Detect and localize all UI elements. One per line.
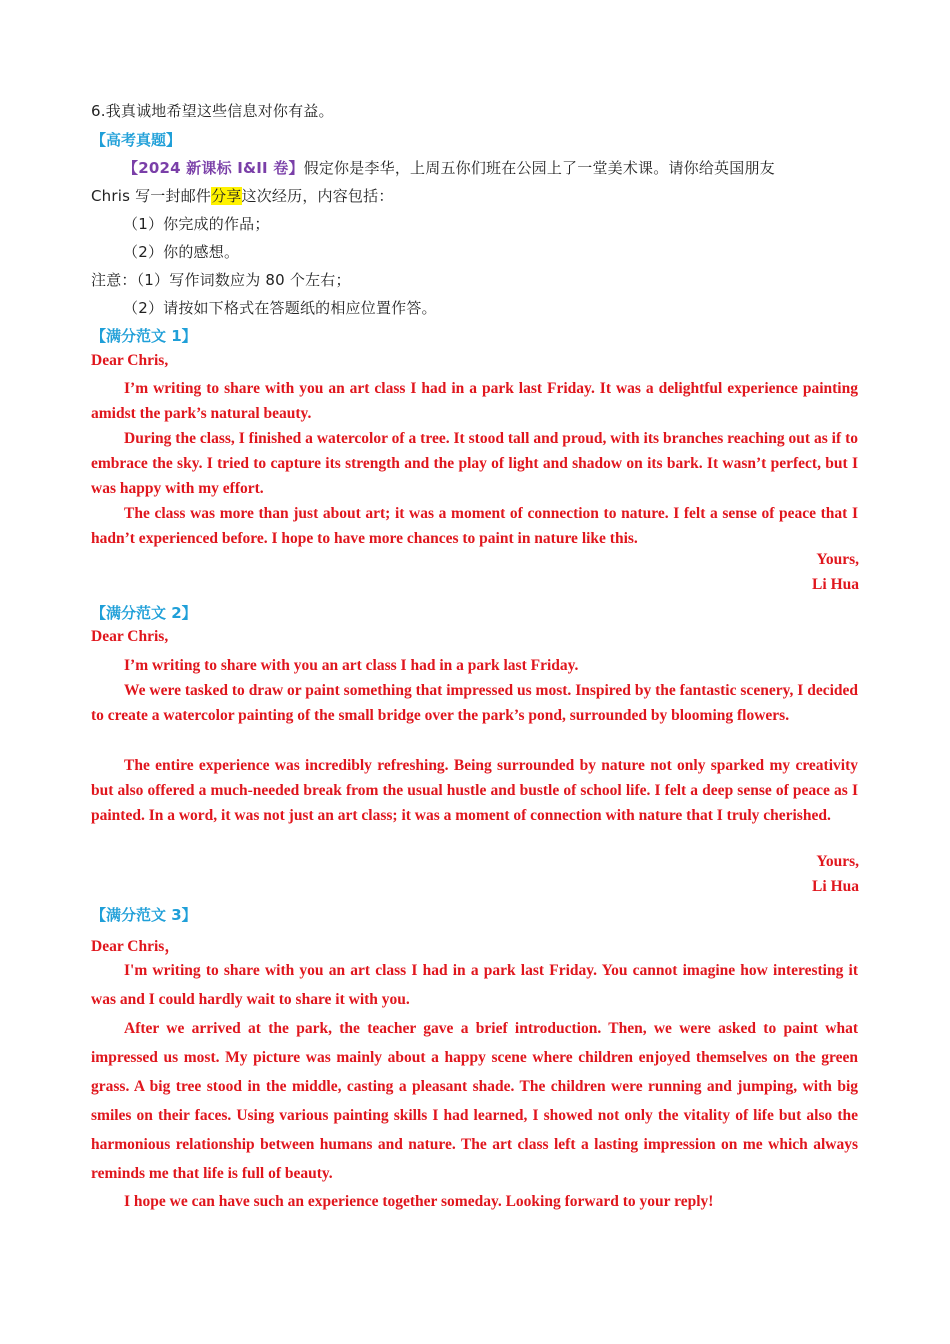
exam-heading: 【高考真题】 <box>91 131 182 149</box>
sample1-paragraph-2: During the class, I finished a watercolor of a tree. It stood tall and proud, with its branches reaching out as if to embrace the sky. I tried to capture its strength and the play of light and shadow on its bark. It wasn’t perfect, but I was happy with my effort. <box>91 430 858 497</box>
task-highlight: 分享 <box>211 187 242 205</box>
task-line2-after: 这次经历，内容包括： <box>241 187 394 205</box>
sample1-greeting: Dear Chris, <box>91 352 169 369</box>
task-note-2: （2）请按如下格式在答题纸的相应位置作答。 <box>123 299 437 317</box>
sample2-paragraph-1: I’m writing to share with you an art class I had in a park last Friday. <box>124 657 579 674</box>
task-line-2 <box>91 185 394 206</box>
sample1-paragraph-1: I’m writing to share with you an art class I had in a park last Friday. It was a delightful experience painting amidst the park’s natural beauty. <box>91 380 858 422</box>
task-note-1: 注意：（1）写作词数应为 80 个左右； <box>91 271 351 289</box>
task-point-1: （1）你完成的作品； <box>123 215 270 233</box>
task-tag: 【2024 新课标 I&II 卷】 <box>123 159 304 177</box>
sample2-greeting: Dear Chris, <box>91 628 169 645</box>
sample2-heading: 【满分范文 2】 <box>91 604 197 622</box>
sample1-signature: Li Hua <box>812 576 859 593</box>
sample2-closing: Yours, <box>816 853 859 870</box>
task-text: 假定你是李华，上周五你们班在公园上了一堂美术课。请你给英国朋友 <box>303 159 775 177</box>
task-line2-before: Chris 写一封邮件 <box>91 187 212 205</box>
sample1-heading: 【满分范文 1】 <box>91 327 197 345</box>
sample2-paragraph-3: The entire experience was incredibly refreshing. Being surrounded by nature not only sparked my creativity but also offered a much-needed break from the usual hustle and bustle of school life. I felt a deep sense of peace as I painted. In a word, it was not just an art class; it was a moment of connection with nature that I truly cherished. <box>91 757 858 824</box>
sample3-greeting: Dear Chris， <box>91 938 180 955</box>
task-point-2: （2）你的感想。 <box>123 243 240 261</box>
sample3-paragraph-3: I hope we can have such an experience together someday. Looking forward to your reply! <box>124 1193 714 1210</box>
task-line-1 <box>123 157 775 178</box>
intro-line: 6.我真诚地希望这些信息对你有益。 <box>91 102 334 120</box>
sample2-paragraph-2: We were tasked to draw or paint something that impressed us most. Inspired by the fantastic scenery, I decided to create a watercolor painting of the small bridge over the park’s pond, surrounded by blooming flowers. <box>91 682 858 724</box>
sample3-heading: 【满分范文 3】 <box>91 906 197 924</box>
sample2-signature: Li Hua <box>812 878 859 895</box>
sample3-paragraph-1: I'm writing to share with you an art class I had in a park last Friday. You cannot imagine how interesting it was and I could hardly wait to share it with you. <box>91 962 858 1008</box>
sample3-paragraph-2: After we arrived at the park, the teacher gave a brief introduction. Then, we were asked to paint what impressed us most. My picture was mainly about a happy scene where children enjoyed themselves on the green grass. A big tree stood in the middle, casting a pleasant shade. The children were running and jumping, with big smiles on their faces. Using various painting skills I had learned, I showed not only the vitality of life but also the harmonious relationship between humans and nature. The art class left a lasting impression on me which always reminds me that life is full of beauty. <box>91 1020 858 1182</box>
sample1-closing: Yours, <box>816 551 859 568</box>
sample1-paragraph-3: The class was more than just about art; it was a moment of connection to nature. I felt a sense of peace that I hadn’t experienced before. I hope to have more chances to paint in nature like this. <box>91 505 858 547</box>
